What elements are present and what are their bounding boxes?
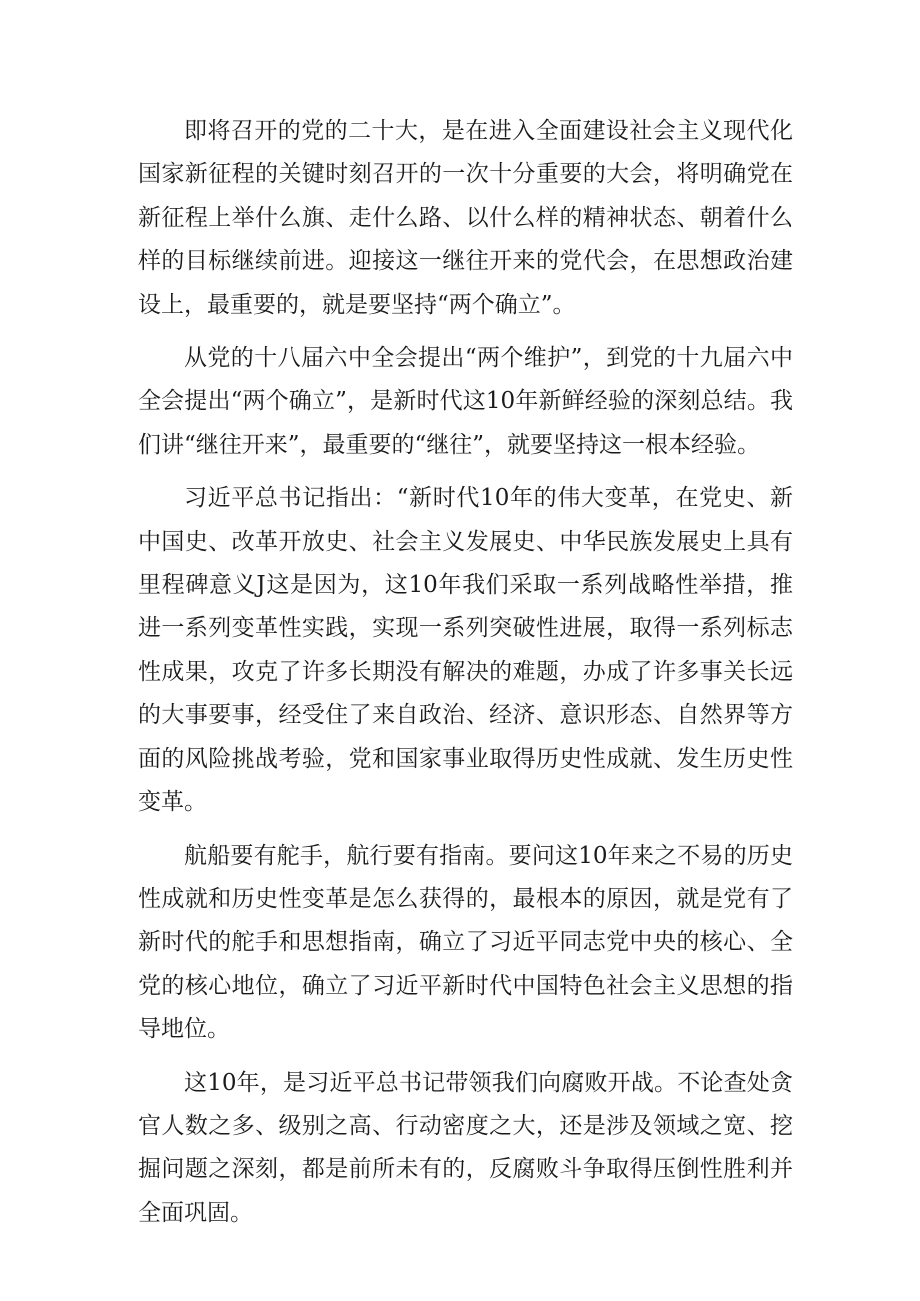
document-body	[138, 110, 793, 1245]
paragraph-4: 航船要有舵手，航行要有指南。要问这10年来之不易的历史性成就和历史性变革是怎么获得的，最根本的原因，就是党有了新时代的舵手和思想指南，确立了习近平同志党中央的核心、全党的核心地位，确立了习近平新时代中国特色社会主义思想的指导地位。	[138, 842, 793, 1043]
paragraph-1: 即将召开的党的二十大，是在进入全面建设社会主义现代化国家新征程的关键时刻召开的一次十分重要的大会，将明确党在新征程上举什么旗、走什么路、以什么样的精神状态、朝着什么样的目标继续前进。迎接这一继往开来的党代会，在思想政治建设上，最重要的，就是要坚持“两个确立”。	[138, 118, 793, 318]
paragraph-3: 习近平总书记指出：“新时代10年的伟大变革，在党史、新中国史、改革开放史、社会主义发展史、中华民族发展史上具有里程碑意义J这是因为，这10年我们采取一系列战略性举措，推进一系列变革性实践，实现一系列突破性进展，取得一系列标志性成果，攻克了许多长期没有解决的难题，办成了许多事关长远的大事要事，经受住了来自政治、经济、意识形态、自然界等方面的风险挑战考验，党和国家事业取得历史性成就、发生历史性变革。	[138, 485, 793, 816]
paragraph-5: 这10年，是习近平总书记带领我们向腐败开战。不论查处贪官人数之多、级别之高、行动密度之大，还是涉及领域之宽、挖掘问题之深刻，都是前所未有的，反腐败斗争取得压倒性胜利并全面巩固。	[138, 1069, 793, 1226]
paragraph-2: 从党的十八届六中全会提出“两个维护”，到党的十九届六中全会提出“两个确立”，是新时代这10年新鲜经验的深刻总结。我们讲“继往开来”，最重要的“继往”，就要坚持这一根本经验。	[138, 345, 793, 458]
